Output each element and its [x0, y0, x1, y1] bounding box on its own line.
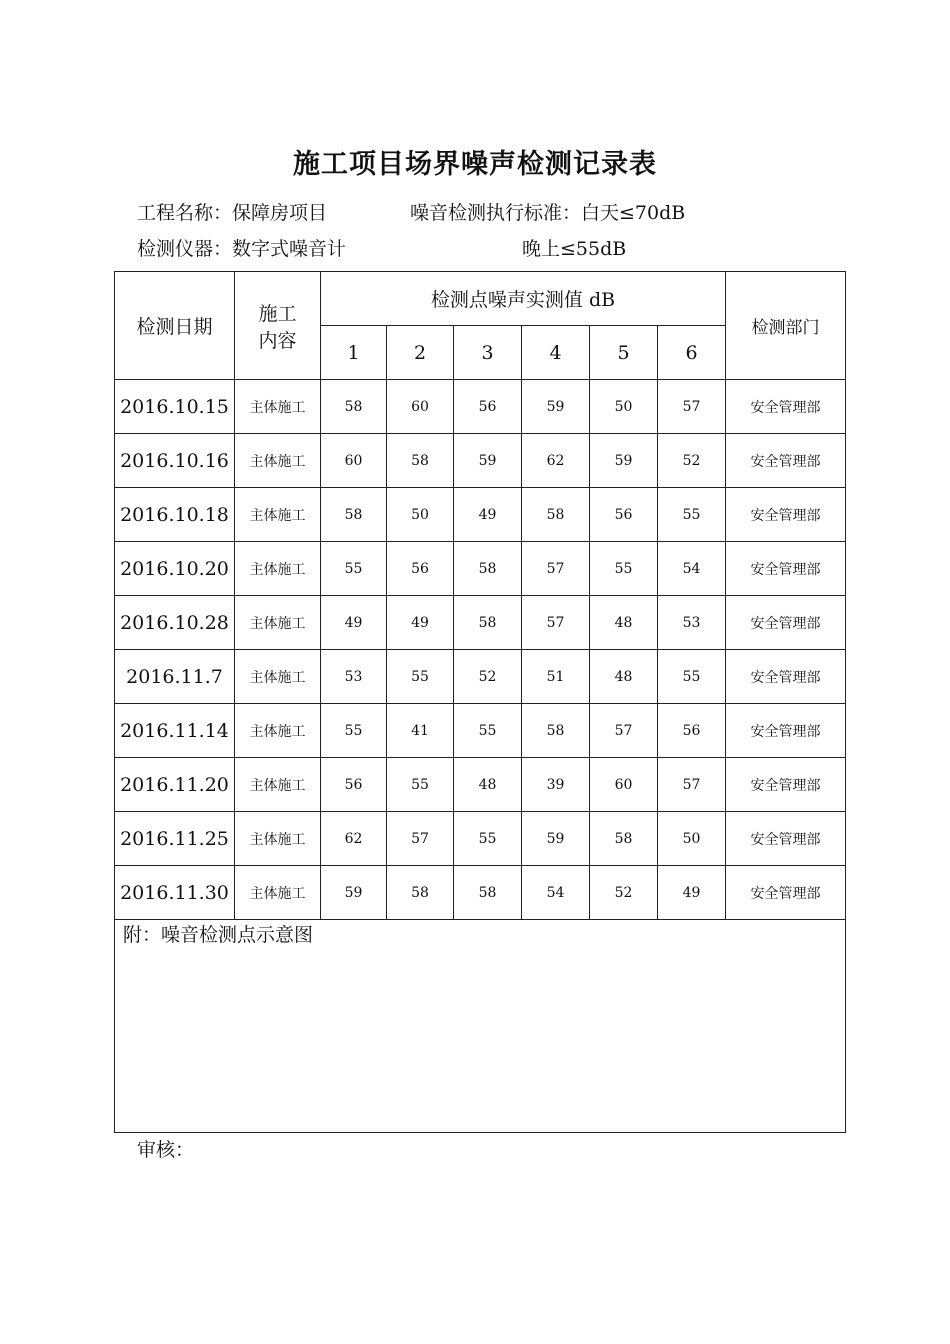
header-date: 检测日期	[115, 272, 235, 380]
cell-value: 58	[522, 704, 590, 758]
cell-date: 2016.10.28	[115, 596, 235, 650]
project-name: 工程名称：保障房项目	[137, 202, 328, 224]
table-row	[115, 866, 846, 920]
cell-content: 主体施工	[235, 704, 321, 758]
table-row	[115, 650, 846, 704]
cell-content: 主体施工	[235, 866, 321, 920]
noise-record-table	[114, 271, 846, 1133]
cell-value: 57	[387, 812, 454, 866]
cell-value: 56	[658, 704, 726, 758]
cell-dept: 安全管理部	[726, 542, 846, 596]
cell-value: 39	[522, 758, 590, 812]
cell-content: 主体施工	[235, 434, 321, 488]
cell-dept: 安全管理部	[726, 812, 846, 866]
cell-date: 2016.11.30	[115, 866, 235, 920]
table-row	[115, 434, 846, 488]
cell-value: 60	[321, 434, 387, 488]
cell-value: 62	[522, 434, 590, 488]
cell-value: 57	[658, 380, 726, 434]
cell-content: 主体施工	[235, 758, 321, 812]
cell-value: 55	[454, 704, 522, 758]
table-row	[115, 758, 846, 812]
cell-content: 主体施工	[235, 812, 321, 866]
cell-date: 2016.10.18	[115, 488, 235, 542]
cell-value: 58	[454, 542, 522, 596]
cell-value: 56	[321, 758, 387, 812]
cell-value: 52	[658, 434, 726, 488]
noise-standard: 噪音检测执行标准：白天≤70dB	[410, 202, 686, 224]
cell-value: 58	[522, 488, 590, 542]
table-row	[115, 542, 846, 596]
cell-date: 2016.11.14	[115, 704, 235, 758]
table-row	[115, 704, 846, 758]
cell-value: 50	[658, 812, 726, 866]
header-point: 3	[454, 326, 522, 380]
cell-value: 56	[454, 380, 522, 434]
cell-content: 主体施工	[235, 380, 321, 434]
cell-value: 56	[387, 542, 454, 596]
cell-value: 55	[387, 650, 454, 704]
instrument: 检测仪器：数字式噪音计	[137, 238, 347, 260]
table-row	[115, 812, 846, 866]
cell-value: 55	[454, 812, 522, 866]
cell-value: 51	[522, 650, 590, 704]
cell-value: 57	[522, 542, 590, 596]
cell-value: 60	[590, 758, 658, 812]
cell-value: 49	[321, 596, 387, 650]
header-dept: 检测部门	[726, 272, 846, 380]
header-content-line1: 施工	[258, 302, 297, 325]
cell-dept: 安全管理部	[726, 380, 846, 434]
cell-content: 主体施工	[235, 596, 321, 650]
cell-value: 59	[590, 434, 658, 488]
cell-date: 2016.11.20	[115, 758, 235, 812]
cell-value: 49	[658, 866, 726, 920]
note-row	[115, 920, 846, 1133]
cell-dept: 安全管理部	[726, 596, 846, 650]
cell-value: 59	[522, 380, 590, 434]
cell-date: 2016.10.20	[115, 542, 235, 596]
cell-dept: 安全管理部	[726, 704, 846, 758]
cell-content: 主体施工	[235, 650, 321, 704]
cell-value: 57	[590, 704, 658, 758]
night-standard: 晚上≤55dB	[522, 238, 627, 260]
cell-value: 59	[454, 434, 522, 488]
cell-value: 56	[590, 488, 658, 542]
cell-value: 58	[454, 596, 522, 650]
note-text: 附：噪音检测点示意图	[123, 924, 314, 946]
cell-value: 53	[321, 650, 387, 704]
cell-value: 41	[387, 704, 454, 758]
cell-value: 54	[658, 542, 726, 596]
cell-value: 58	[590, 812, 658, 866]
cell-dept: 安全管理部	[726, 650, 846, 704]
cell-value: 55	[590, 542, 658, 596]
cell-value: 57	[522, 596, 590, 650]
cell-date: 2016.10.16	[115, 434, 235, 488]
table-row	[115, 380, 846, 434]
header-point: 4	[522, 326, 590, 380]
cell-value: 60	[387, 380, 454, 434]
cell-value: 58	[321, 488, 387, 542]
cell-value: 50	[387, 488, 454, 542]
table-row	[115, 488, 846, 542]
cell-value: 52	[590, 866, 658, 920]
cell-value: 58	[454, 866, 522, 920]
cell-value: 58	[387, 866, 454, 920]
cell-value: 55	[321, 542, 387, 596]
header-content-line2: 内容	[258, 329, 297, 352]
header-point: 1	[321, 326, 387, 380]
header-point: 2	[387, 326, 454, 380]
cell-value: 49	[387, 596, 454, 650]
header-point: 5	[590, 326, 658, 380]
cell-value: 52	[454, 650, 522, 704]
cell-value: 55	[658, 650, 726, 704]
review-label: 审核：	[137, 1139, 195, 1161]
cell-date: 2016.10.15	[115, 380, 235, 434]
cell-value: 48	[454, 758, 522, 812]
header-row	[115, 272, 846, 326]
cell-value: 55	[387, 758, 454, 812]
document-title: 施工项目场界噪声检测记录表	[293, 149, 657, 180]
header-point: 6	[658, 326, 726, 380]
cell-dept: 安全管理部	[726, 866, 846, 920]
cell-content: 主体施工	[235, 488, 321, 542]
cell-content: 主体施工	[235, 542, 321, 596]
cell-value: 55	[658, 488, 726, 542]
cell-value: 62	[321, 812, 387, 866]
cell-value: 55	[321, 704, 387, 758]
cell-value: 50	[590, 380, 658, 434]
cell-value: 49	[454, 488, 522, 542]
cell-value: 48	[590, 596, 658, 650]
cell-dept: 安全管理部	[726, 758, 846, 812]
cell-value: 53	[658, 596, 726, 650]
cell-value: 48	[590, 650, 658, 704]
cell-dept: 安全管理部	[726, 488, 846, 542]
cell-value: 57	[658, 758, 726, 812]
cell-dept: 安全管理部	[726, 434, 846, 488]
table-row	[115, 596, 846, 650]
note-cell	[115, 920, 846, 1133]
cell-value: 54	[522, 866, 590, 920]
header-content	[235, 272, 321, 380]
cell-date: 2016.11.7	[115, 650, 235, 704]
cell-date: 2016.11.25	[115, 812, 235, 866]
cell-value: 59	[522, 812, 590, 866]
cell-value: 58	[387, 434, 454, 488]
cell-value: 59	[321, 866, 387, 920]
header-measurement: 检测点噪声实测值 dB	[321, 272, 726, 326]
cell-value: 58	[321, 380, 387, 434]
